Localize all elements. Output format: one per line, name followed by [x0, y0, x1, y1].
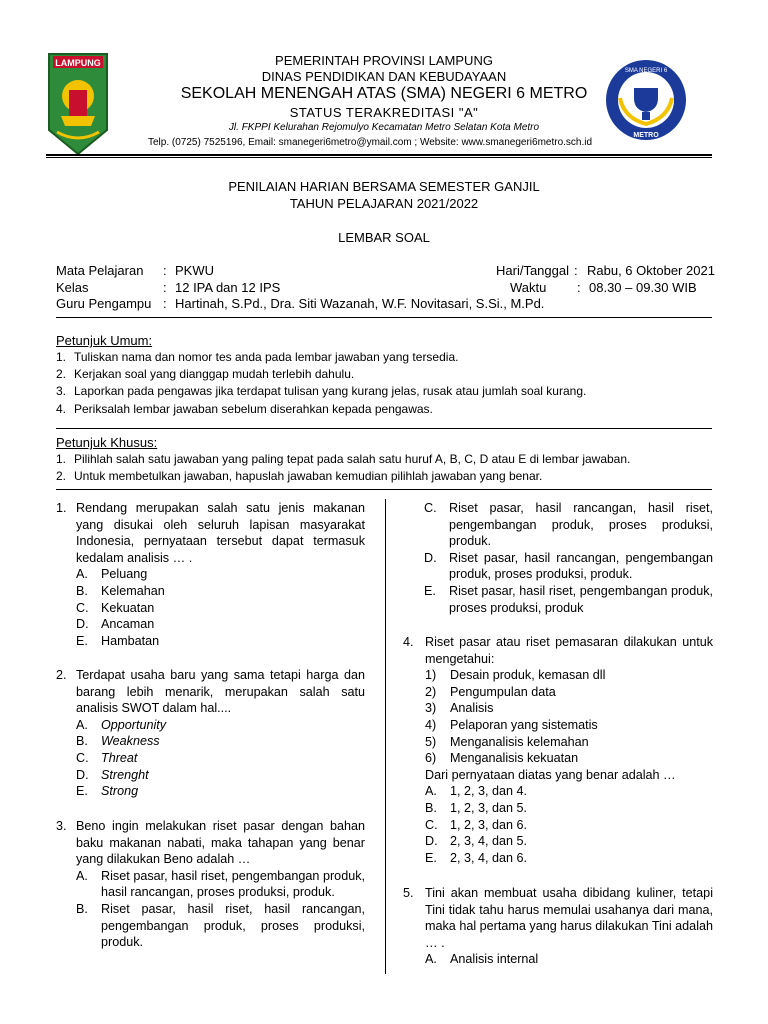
list-item: 3. Laporkan pada pengawas jika terdapat tulisan yang kurang jelas, rusak atau jumlah soal kurang.	[56, 384, 587, 399]
question-number: 1.	[56, 501, 67, 515]
question-1	[56, 500, 365, 649]
specific-instructions-list	[56, 451, 726, 484]
letterhead-divider-thin	[46, 157, 712, 158]
general-instructions-list	[56, 349, 716, 418]
option-c: C. Kekuatan	[76, 600, 155, 615]
option-d: D. Strenght	[76, 767, 149, 782]
specific-instructions-title: Petunjuk Khusus:	[56, 435, 158, 450]
option-e: E. Hambatan	[76, 633, 160, 648]
date-label: Hari/Tanggal	[496, 263, 569, 278]
question-number: 2.	[56, 668, 67, 682]
question-3	[56, 818, 365, 951]
school-address: Jl. FKPPI Kelurahan Rejomulyo Kecamatan Metro Selatan Kota Metro	[228, 122, 540, 133]
question-3-continued	[404, 500, 713, 616]
instructions-divider	[56, 428, 712, 429]
question-number: 4.	[403, 635, 414, 649]
exam-title: PENILAIAN HARIAN BERSAMA SEMESTER GANJIL	[228, 179, 540, 194]
option-a: A. Opportunity	[76, 717, 167, 732]
question-text: Terdapat usaha baru yang sama tetapi harga dan barang lebih menarik, merupakan salah satu analisis SWOT dalam hal....	[76, 668, 365, 716]
statement-5: 5) Menganalisis kelemahan	[425, 734, 589, 749]
colon: :	[163, 280, 167, 295]
colon: :	[577, 280, 581, 295]
list-item: 2. Untuk membetulkan jawaban, hapuslah jawaban kemudian pilihlah jawaban yang benar.	[56, 468, 543, 483]
option-a: A. Analisis internal	[425, 952, 539, 967]
question-2	[56, 667, 365, 800]
left-logo-text: LAMPUNG	[55, 58, 101, 68]
option-a: A. Riset pasar, hasil riset, pengembangan produk, hasil rancangan, proses produksi, produk.	[76, 868, 365, 900]
colon: :	[163, 296, 167, 311]
colon: :	[163, 263, 167, 278]
option-a: A. 1, 2, 3, dan 4.	[425, 784, 528, 799]
option-b: B. Riset pasar, hasil riset, hasil rancangan, pengembangan produk, proses produksi, produk.	[76, 901, 365, 950]
list-item: 1. Pilihlah salah satu jawaban yang paling tepat pada salah satu huruf A, B, C, D atau E di lembar jawaban.	[56, 452, 631, 466]
statement-6: 6) Menganalisis kekuatan	[425, 751, 579, 766]
class-label: Kelas	[56, 280, 89, 295]
time-value: 08.30 – 09.30 WIB	[589, 280, 697, 295]
header-line-1: PEMERINTAH PROVINSI LAMPUNG	[275, 53, 493, 68]
option-c: C. Threat	[76, 750, 138, 765]
question-text: Riset pasar atau riset pemasaran dilakukan untuk mengetahui:	[425, 635, 713, 666]
statement-2: 2) Pengumpulan data	[425, 684, 556, 699]
question-5	[403, 885, 713, 968]
subject-value: PKWU	[175, 263, 214, 278]
statement-4: 4) Pelaporan yang sistematis	[425, 717, 598, 732]
colon: :	[574, 263, 578, 278]
option-d: D. Riset pasar, hasil rancangan, pengembangan produk, proses produksi, produk.	[424, 550, 713, 582]
option-d: D. Ancaman	[76, 617, 155, 632]
question-text: Tini akan membuat usaha dibidang kuliner, tetapi Tini tidak tahu harus memulai usahanya dari mana, maka hal pertama yang harus dilakukan Tini adalah … .	[425, 886, 713, 950]
option-e: E. Strong	[76, 784, 139, 799]
school-contact: Telp. (0725) 7525196, Email: smanegeri6metro@ymail.com ; Website: www.smanegeri6metro.sch.id	[148, 137, 593, 148]
subject-label: Mata Pelajaran	[56, 263, 144, 278]
teacher-value: Hartinah, S.Pd., Dra. Siti Wazanah, W.F. Novitasari, S.Si., M.Pd.	[175, 296, 545, 311]
teacher-label: Guru Pengampu	[56, 296, 152, 311]
option-b: B. Kelemahan	[76, 583, 165, 598]
date-value: Rabu, 6 Oktober 2021	[587, 263, 715, 278]
info-divider	[56, 317, 712, 318]
statement-3: 3) Analisis	[425, 701, 494, 716]
letterhead-divider	[46, 154, 712, 156]
list-item: 4. Periksalah lembar jawaban sebelum diserahkan kepada pengawas.	[56, 401, 433, 416]
option-c: C. Riset pasar, hasil rancangan, hasil riset, pengembangan produk, proses produksi, produk.	[424, 501, 713, 549]
questions-divider	[56, 489, 712, 490]
option-c: C. 1, 2, 3, dan 6.	[425, 817, 528, 832]
option-d: D. 2, 3, 4, dan 5.	[425, 834, 528, 849]
accreditation-status: STATUS TERAKREDITASI "A"	[289, 105, 479, 120]
statement-1: 1) Desain produk, kemasan dll	[425, 668, 606, 683]
school-name: SEKOLAH MENENGAH ATAS (SMA) NEGERI 6 METRO	[180, 85, 588, 102]
right-logo-bottom-text: METRO	[633, 132, 659, 139]
class-value: 12 IPA dan 12 IPS	[175, 280, 281, 295]
general-instructions-title: Petunjuk Umum:	[56, 333, 153, 348]
list-item: 2. Kerjakan soal yang dianggap mudah terlebih dahulu.	[56, 367, 355, 382]
sheet-title: LEMBAR SOAL	[338, 230, 430, 245]
question-number: 3.	[56, 819, 67, 833]
question-number: 5.	[403, 886, 414, 900]
list-item: 1. Tuliskan nama dan nomor tes anda pada lembar jawaban yang tersedia.	[56, 350, 459, 364]
header-line-2: DINAS PENDIDIKAN DAN KEBUDAYAAN	[261, 69, 507, 84]
question-4	[403, 634, 713, 866]
option-e: E. Riset pasar, hasil riset, pengembangan produk, proses produksi, produk	[424, 583, 713, 615]
option-e: E. 2, 3, 4, dan 6.	[425, 850, 528, 865]
option-b: B. 1, 2, 3, dan 5.	[425, 800, 528, 815]
question-stem: Dari pernyataan diatas yang benar adalah …	[425, 767, 676, 782]
question-text: Rendang merupakan salah satu jenis makanan yang disukai oleh seluruh lapisan masyarakat Indonesia, pernyataan tersebut dapat termasuk kedalam analisis … .	[76, 501, 365, 565]
option-a: A. Peluang	[76, 567, 148, 582]
right-logo-top-text: SMA NEGERI 6	[624, 68, 668, 74]
option-b: B. Weakness	[76, 734, 160, 749]
time-label: Waktu	[510, 280, 547, 295]
column-divider	[385, 499, 386, 974]
question-text: Beno ingin melakukan riset pasar dengan bahan baku makanan nabati, maka tahapan yang benar yang dilakukan Beno adalah …	[76, 819, 365, 867]
exam-year: TAHUN PELAJARAN 2021/2022	[289, 196, 479, 211]
